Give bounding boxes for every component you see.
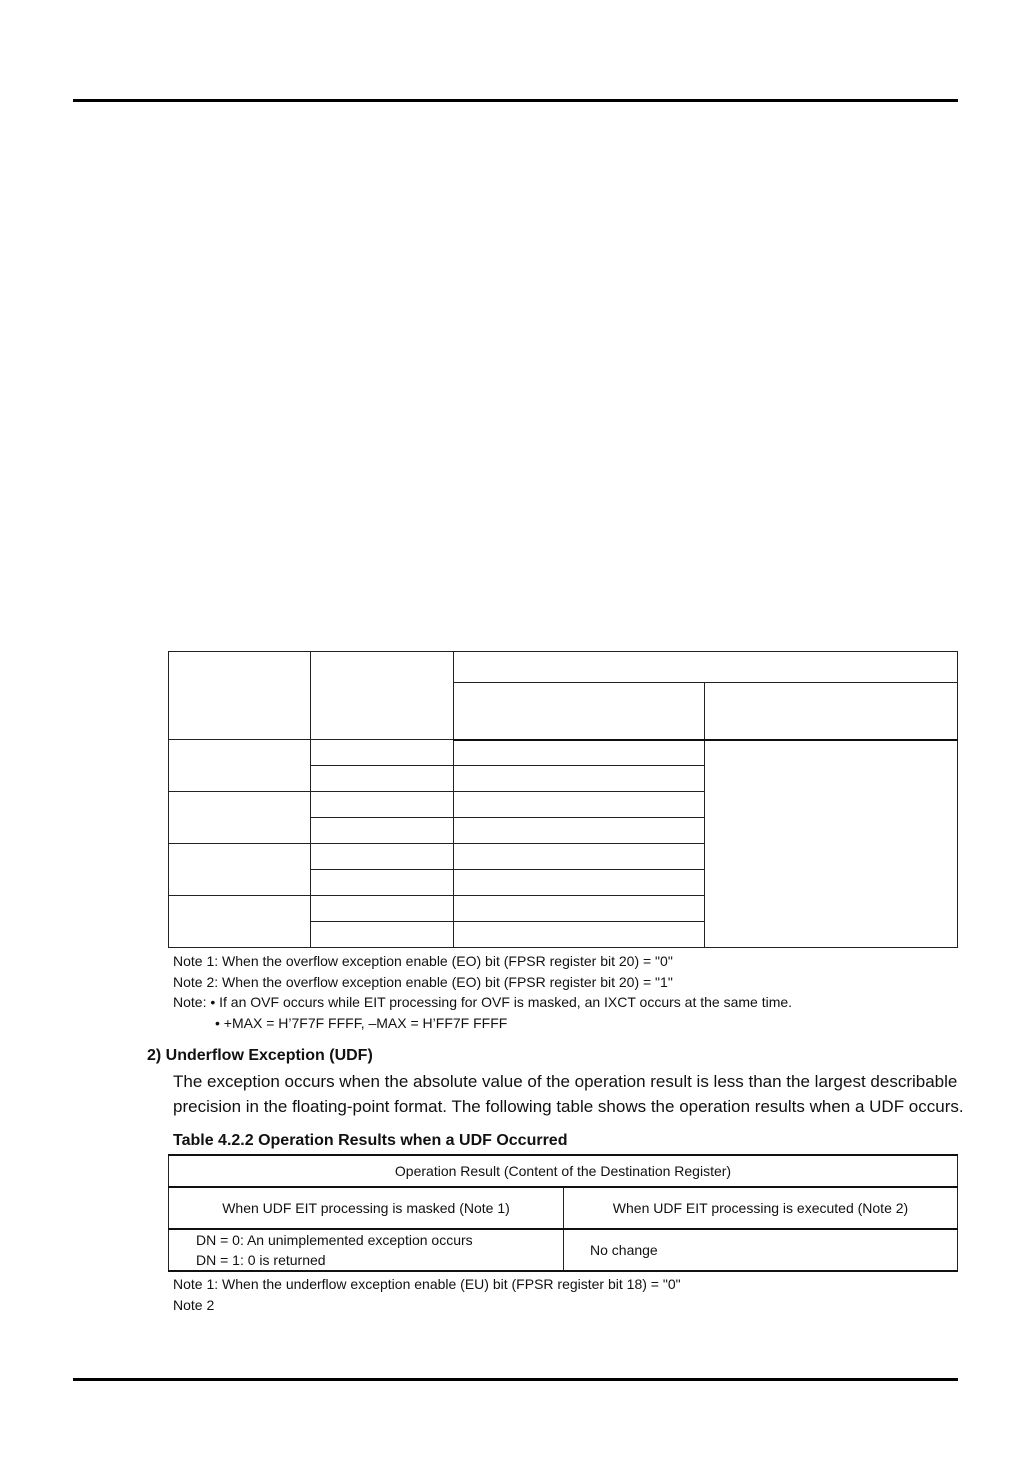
udf-masked-line-2: DN = 1: 0 is returned — [196, 1252, 326, 1268]
udf-section-heading: 2) Underflow Exception (UDF) — [147, 1047, 373, 1064]
ovf-row-cell — [311, 792, 454, 818]
ovf-row-cell — [311, 766, 454, 792]
udf-table-caption: Table 4.2.2 Operation Results when a UDF Occurred — [173, 1132, 568, 1149]
ovf-row-cell — [311, 870, 454, 896]
ovf-header-cell — [454, 652, 958, 683]
ovf-note-1: Note 1: When the overflow exception enable (EO) bit (FPSR register bit 20) = "0" — [173, 953, 673, 969]
ovf-header-cell — [454, 683, 705, 740]
udf-table-header: Operation Result (Content of the Destination Register) — [169, 1155, 958, 1187]
ovf-row-cell — [311, 818, 454, 844]
ovf-row-cell — [311, 844, 454, 870]
udf-masked-result-cell — [169, 1229, 564, 1271]
ovf-row-cell — [454, 766, 705, 792]
udf-paragraph-line-1: The exception occurs when the absolute value of the operation result is less than the largest describable — [173, 1072, 958, 1091]
ovf-row-cell — [454, 844, 705, 870]
top-rule — [73, 99, 958, 102]
udf-results-table — [168, 1154, 958, 1272]
ovf-row-cell — [454, 922, 705, 948]
ovf-row-cell — [454, 896, 705, 922]
ovf-header-cell — [169, 652, 311, 740]
ovf-row-cell — [169, 896, 311, 948]
ovf-row-cell — [311, 740, 454, 766]
ovf-row-cell — [169, 844, 311, 896]
udf-executed-result-cell: No change — [564, 1229, 958, 1271]
bottom-rule — [73, 1378, 958, 1381]
ovf-row-cell — [169, 792, 311, 844]
ovf-row-cell — [454, 740, 705, 766]
ovf-row-cell — [311, 922, 454, 948]
ovf-row-cell — [705, 740, 958, 948]
ovf-note-4: • +MAX = H’7F7F FFFF, –MAX = H’FF7F FFFF — [215, 1015, 508, 1031]
ovf-header-cell — [311, 652, 454, 740]
udf-masked-line-1: DN = 0: An unimplemented exception occurs — [196, 1232, 473, 1248]
ovf-note-2: Note 2: When the overflow exception enable (EO) bit (FPSR register bit 20) = "1" — [173, 974, 673, 990]
udf-paragraph-line-2: precision in the floating-point format. The following table shows the operation results when a UDF occurs. — [173, 1097, 964, 1116]
ovf-note-3: Note: • If an OVF occurs while EIT processing for OVF is masked, an IXCT occurs at the same time. — [173, 994, 793, 1010]
ovf-row-cell — [454, 818, 705, 844]
ovf-row-cell — [454, 792, 705, 818]
ovf-row-cell — [169, 740, 311, 792]
udf-note-2: Note 2 — [173, 1297, 215, 1313]
udf-col-executed-header: When UDF EIT processing is executed (Note 2) — [564, 1187, 958, 1229]
udf-col-masked-header: When UDF EIT processing is masked (Note 1) — [169, 1187, 564, 1229]
udf-note-1: Note 1: When the underflow exception enable (EU) bit (FPSR register bit 18) = "0" — [173, 1276, 681, 1292]
ovf-results-table — [168, 651, 958, 948]
ovf-header-cell — [705, 683, 958, 740]
ovf-row-cell — [311, 896, 454, 922]
ovf-row-cell — [454, 870, 705, 896]
